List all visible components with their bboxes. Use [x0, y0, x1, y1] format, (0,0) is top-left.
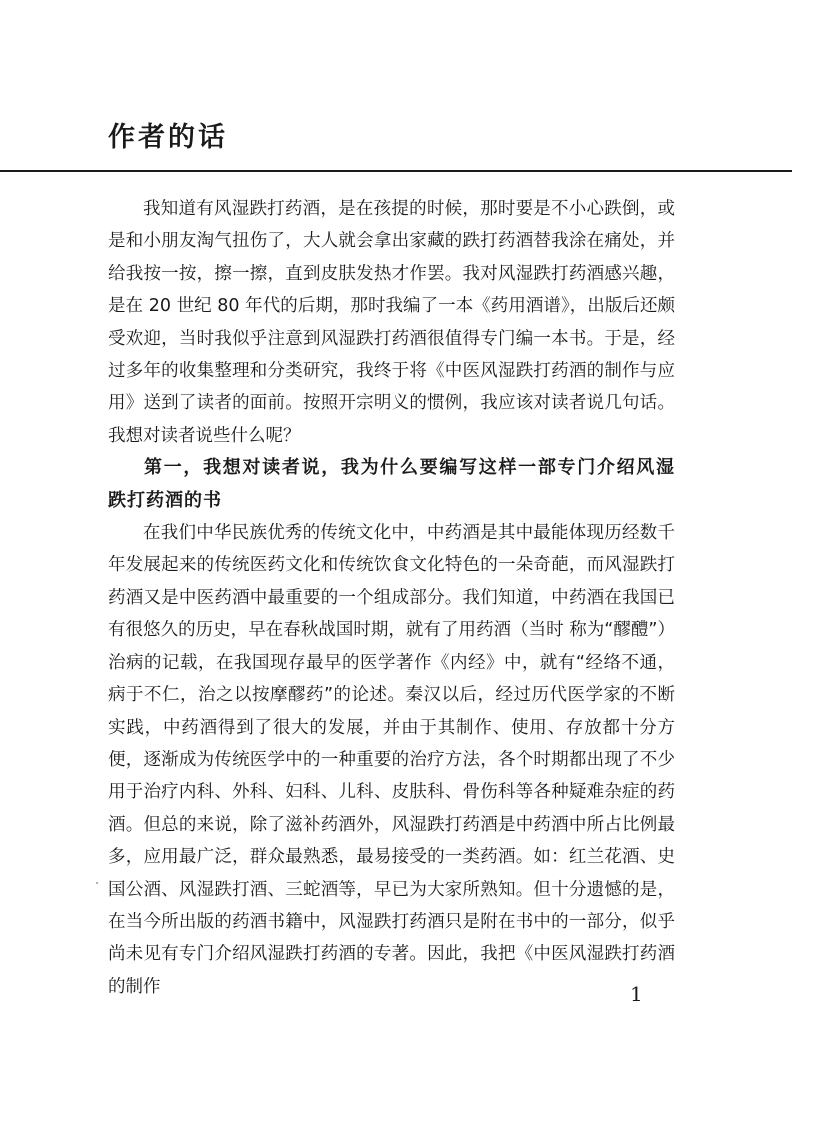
page-title: 作者的话 — [108, 122, 228, 153]
section-paragraph: 在我们中华民族优秀的传统文化中，中药酒是其中最能体现历经数千年发展起来的传统医药文化和传统饮食文化特色的一朵奇葩，而风湿跌打药酒又是中医药酒中最重要的一个组成部分。我们知道，中药酒在我国已有很悠久的历史，早在春秋战国时期，就有了用药酒（当时 称为“醪醴”）治病的记载，在我国现存最早的医学著作《内经》中，就有“经络不通，病于不仁，治之以按摩醪药”的论述。秦汉以后，经过历代医学家的不断实践，中药酒得到了很大的发展，并由于其制作、使用、存放都十分方便，逐渐成为传统医学中的一种重要的治疗方法，各个时期都出现了不少用于治疗内科、外科、妇科、儿科、皮肤科、骨伤科等各种疑难杂症的药酒。但总的来说，除了滋补药酒外，风湿跌打药酒是中药酒中所占比例最多，应用最广泛，群众最熟悉，最易接受的一类药酒。如：红兰花酒、史国公酒、风湿跌打酒、三蛇酒等，早已为大家所熟知。但十分遗憾的是，在当今所出版的药酒书籍中，风湿跌打药酒只是附在书中的一部分，似乎尚未见有专门介绍风湿跌打药酒的专著。因此，我把《中医风湿跌打药酒的制作 — [108, 523, 675, 997]
intro-paragraph: 我知道有风湿跌打药酒，是在孩提的时候，那时要是不小心跌倒，或是和小朋友淘气扭伤了，大人就会拿出家藏的跌打药酒替我涂在痛处，并给我按一按，擦一擦，直到皮肤发热才作罢。我对风湿跌打药酒感兴趣，是在 20 世纪 80 年代的后期，那时我编了一本《药用酒谱》，出版后还颇受欢迎，当时我似乎注意到风湿跌打药酒很值得专门编一本书。于是，经过多年的收集整理和分类研究，我终于将《中医风湿跌打药酒的制作与应用》送到了读者的面前。按照开宗明义的惯例，我应该对读者说几句话。我想对读者说些什么呢？ — [108, 199, 675, 446]
body-text — [108, 193, 675, 1003]
scan-speck — [96, 882, 98, 884]
page-number: 1 — [630, 982, 643, 1006]
heading-divider — [0, 170, 792, 172]
section-heading: 第一，我想对读者说，我为什么要编写这样一部专门介绍风湿跌打药酒的书 — [108, 457, 675, 511]
